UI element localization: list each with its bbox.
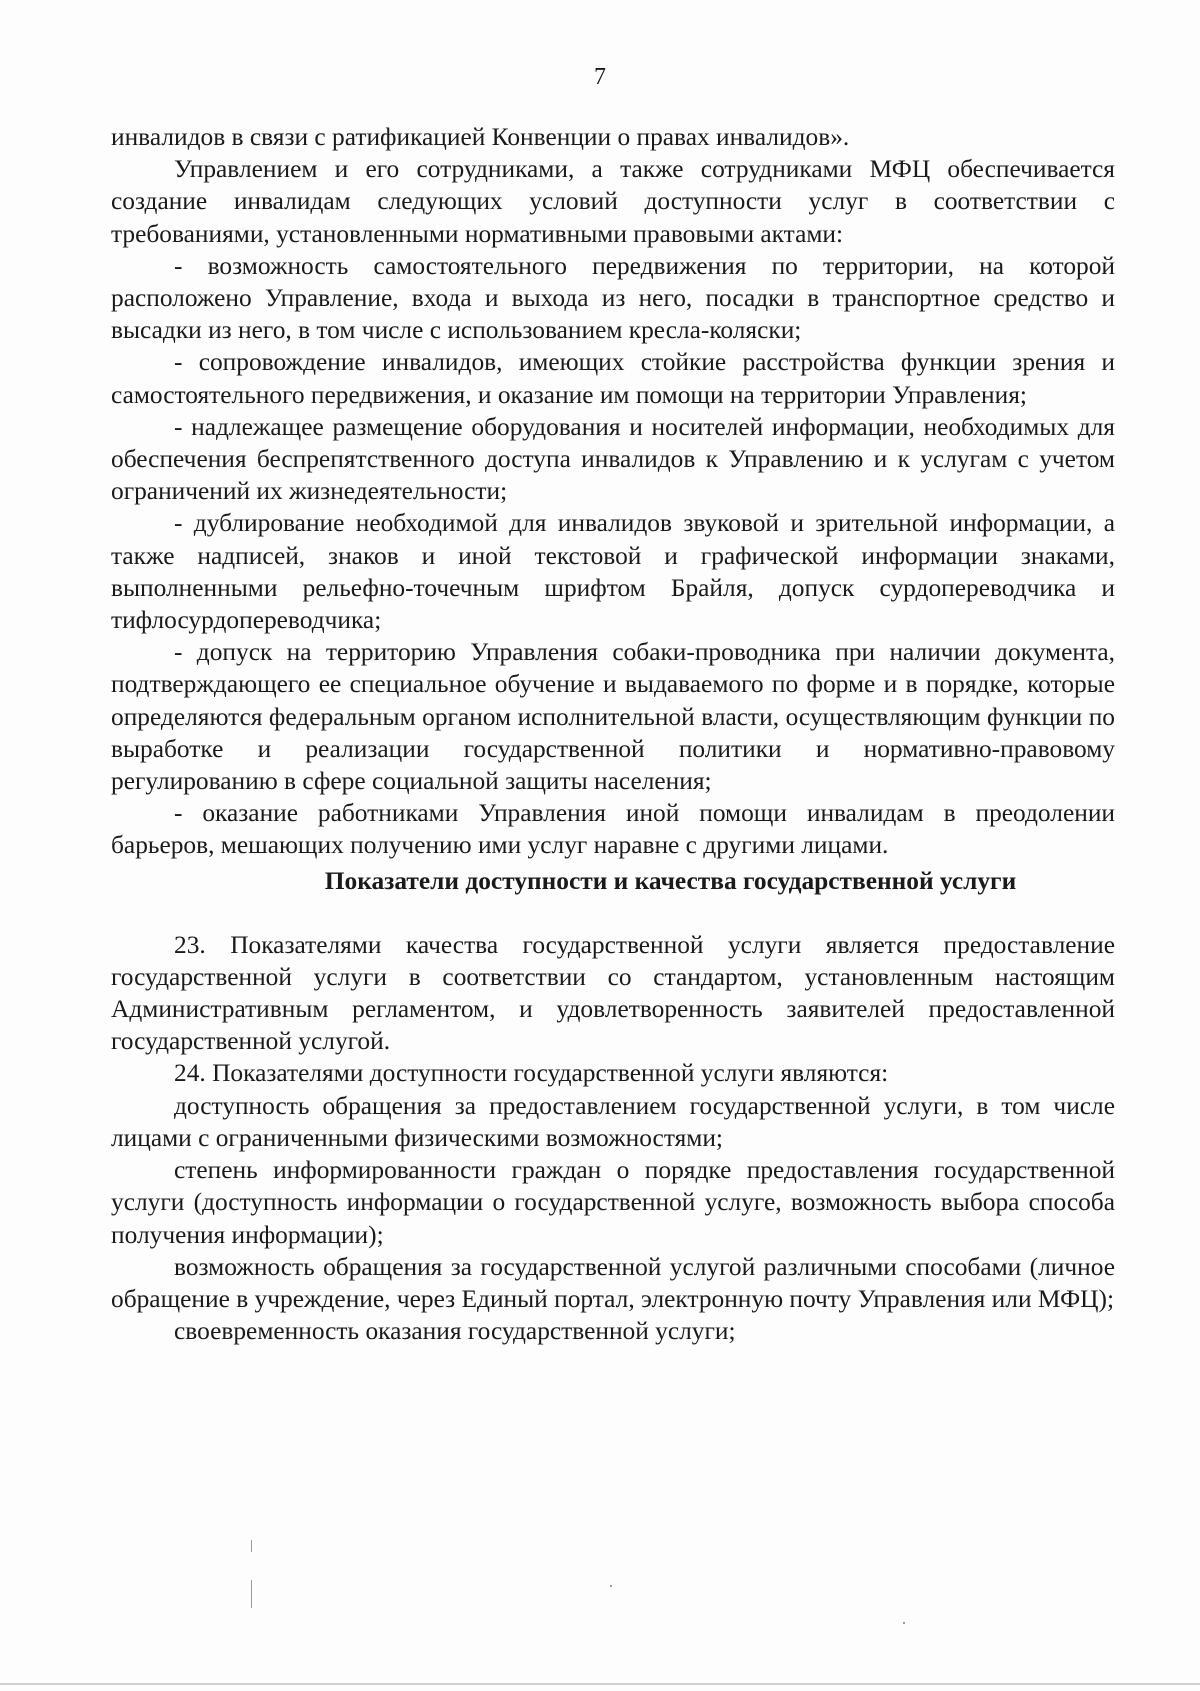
section-heading: Показатели доступности и качества государственной услуги (324, 866, 1017, 895)
document-body (111, 121, 1115, 1347)
scan-edge-line (0, 1683, 1200, 1685)
list-item: - допуск на территорию Управления собаки-проводника при наличии документа, подтверждающего ее специальное обучение и выдаваемого по форме и в порядке, которые определяются федеральным органом исполнительной власти, осуществляющим функции по выработке и реализации государственной политики и нормативно-правовому регулированию в сфере социальной защиты населения; (111, 638, 1115, 796)
page-number: 7 (594, 64, 606, 90)
scan-artifact (903, 1622, 905, 1624)
paragraph: 24. Показателями доступности государственной услуги являются: (174, 1059, 889, 1088)
scan-artifact (251, 1580, 252, 1608)
paragraph: доступность обращения за предоставлением государственной услуги, в том числе лицами с ограниченными физическими возможностями; (111, 1091, 1115, 1152)
paragraph: инвалидов в связи с ратификацией Конвенции о правах инвалидов». (111, 123, 850, 151)
list-item: - дублирование необходимой для инвалидов звуковой и зрительной информации, а также надписей, знаков и иной текстовой и графической информации знаками, выполненными рельефно-точечным шрифтом Брайля, допуск сурдопереводчика и тифлосурдопереводчика; (111, 509, 1115, 635)
paragraph: Управлением и его сотрудниками, а также сотрудниками МФЦ обеспечивается создание инвалидам следующих условий доступности услуг в соответствии с требованиями, установленными нормативными правовыми актами: (111, 155, 1115, 248)
paragraph: своевременность оказания государственной услуги; (174, 1317, 736, 1346)
list-item: - возможность самостоятельного передвижения по территории, на которой расположено Управление, входа и выхода из него, посадки в транспортное средство и высадки из него, в том числе с использованием кресла-коляски; (111, 251, 1115, 345)
spacer (111, 897, 1115, 929)
list-item: - оказание работниками Управления иной помощи инвалидам в преодолении барьеров, мешающих получению ими услуг наравне с другими лицами. (111, 799, 1115, 860)
scan-artifact (251, 1540, 252, 1552)
list-item: - надлежащее размещение оборудования и носителей информации, необходимых для обеспечения беспрепятственного доступа инвалидов к Управлению и к услугам с учетом ограничений их жизнедеятельности; (111, 412, 1115, 506)
paragraph: возможность обращения за государственной услугой различными способами (личное обращение в учреждение, через Единый портал, электронную почту Управления или МФЦ); (111, 1252, 1115, 1313)
paragraph: степень информированности граждан о порядке предоставления государственной услуги (доступность информации о государственной услуге, возможность выбора способа получения информации); (111, 1156, 1115, 1249)
scan-artifact (610, 1585, 612, 1587)
list-item: - сопровождение инвалидов, имеющих стойкие расстройства функции зрения и самостоятельного передвижения, и оказание им помощи на территории Управления; (111, 348, 1115, 409)
paragraph: 23. Показателями качества государственной услуги является предоставление государственной услуги в соответствии со стандартом, установленным настоящим Административным регламентом, и удовлетворенность заявителей предоставленной государственной услугой. (111, 930, 1115, 1056)
